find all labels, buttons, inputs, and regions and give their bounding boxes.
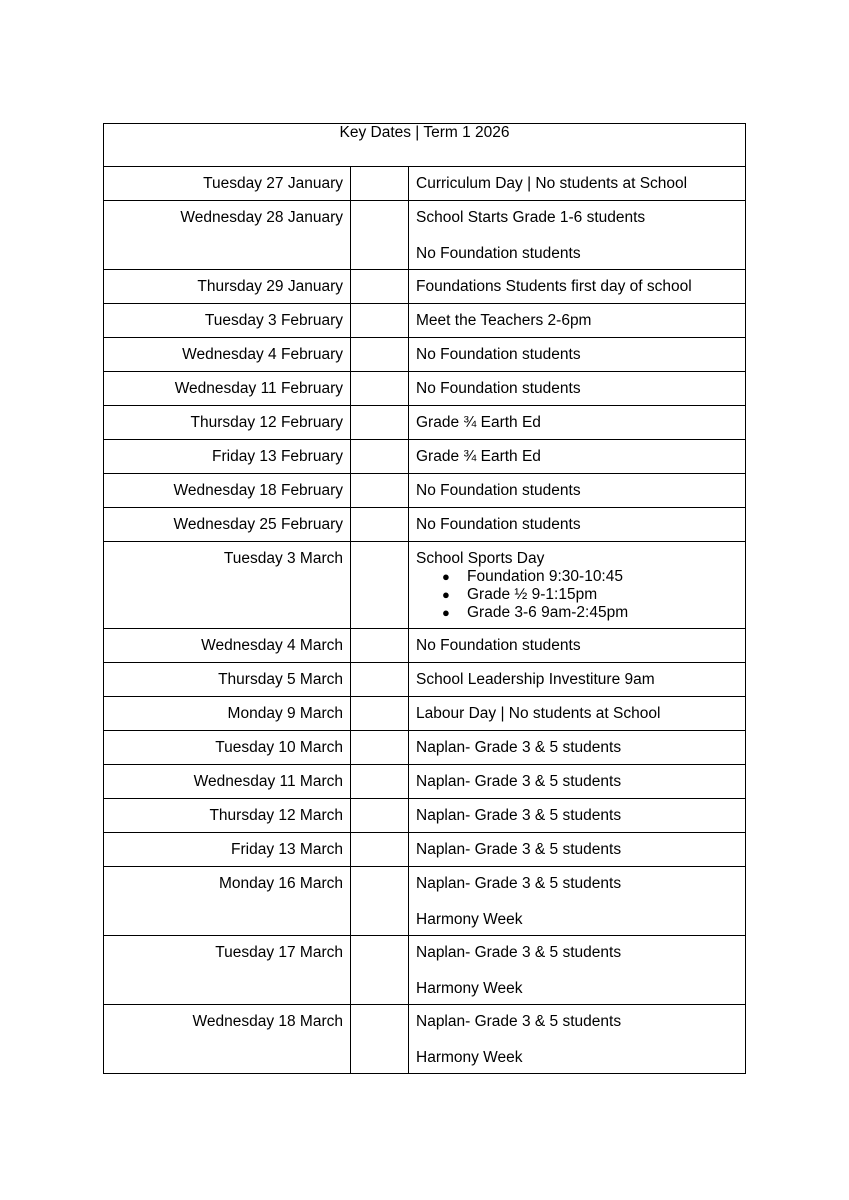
event-bullet-item: ● Foundation 9:30-10:45: [416, 568, 741, 586]
event-text: Harmony Week: [416, 911, 523, 928]
event-cell: [409, 440, 746, 474]
table-row: [104, 765, 746, 799]
empty-cell: [351, 304, 409, 338]
date-cell: Wednesday 28 January: [104, 201, 351, 270]
empty-cell: [351, 440, 409, 474]
event-cell: [409, 270, 746, 304]
table-row: [104, 440, 746, 474]
event-cell: [409, 629, 746, 663]
event-bullet-item: ● Grade 3-6 9am-2:45pm: [416, 604, 741, 622]
title-row: [104, 124, 746, 167]
table-row: [104, 270, 746, 304]
event-text: No Foundation students: [416, 346, 581, 363]
event-cell: [409, 508, 746, 542]
event-cell: [409, 867, 746, 936]
event-cell: [409, 936, 746, 1005]
empty-cell: [351, 629, 409, 663]
event-cell: [409, 765, 746, 799]
table-row: [104, 304, 746, 338]
date-cell: Tuesday 17 March: [104, 936, 351, 1005]
table-row: [104, 201, 746, 270]
event-cell: [409, 304, 746, 338]
table-row: [104, 731, 746, 765]
event-text: Harmony Week: [416, 980, 523, 997]
key-dates-table: [103, 123, 746, 1074]
event-cell: [409, 663, 746, 697]
empty-cell: [351, 508, 409, 542]
event-text: School Starts Grade 1-6 students: [416, 209, 646, 226]
table-row: [104, 167, 746, 201]
date-cell: Wednesday 25 February: [104, 508, 351, 542]
empty-cell: [351, 663, 409, 697]
event-cell: [409, 338, 746, 372]
table-row: [104, 508, 746, 542]
table-row: [104, 372, 746, 406]
event-text: Naplan- Grade 3 & 5 students: [416, 1013, 622, 1030]
event-text: School Leadership Investiture 9am: [416, 671, 655, 688]
event-text: No Foundation students: [416, 380, 581, 397]
event-cell: [409, 799, 746, 833]
table-row: [104, 406, 746, 440]
table-row: [104, 799, 746, 833]
empty-cell: [351, 731, 409, 765]
empty-cell: [351, 867, 409, 936]
date-cell: Wednesday 11 February: [104, 372, 351, 406]
date-cell: Monday 16 March: [104, 867, 351, 936]
event-bullet-item: ● Grade ½ 9-1:15pm: [416, 586, 741, 604]
event-cell: [409, 372, 746, 406]
event-text: No Foundation students: [416, 482, 581, 499]
date-cell: Wednesday 18 March: [104, 1005, 351, 1074]
empty-cell: [351, 697, 409, 731]
event-text: No Foundation students: [416, 516, 581, 533]
event-cell: [409, 167, 746, 201]
date-cell: Thursday 5 March: [104, 663, 351, 697]
date-cell: Monday 9 March: [104, 697, 351, 731]
table-row: [104, 542, 746, 629]
event-cell: [409, 542, 746, 629]
empty-cell: [351, 474, 409, 508]
event-text: Naplan- Grade 3 & 5 students: [416, 739, 622, 756]
date-cell: Wednesday 11 March: [104, 765, 351, 799]
table-row: [104, 629, 746, 663]
event-text: Harmony Week: [416, 1049, 523, 1066]
empty-cell: [351, 765, 409, 799]
event-text: Grade ¾ Earth Ed: [416, 414, 541, 431]
empty-cell: [351, 167, 409, 201]
table-row: [104, 697, 746, 731]
date-cell: Thursday 12 February: [104, 406, 351, 440]
event-text: No Foundation students: [416, 637, 581, 654]
event-cell: [409, 201, 746, 270]
date-cell: Friday 13 March: [104, 833, 351, 867]
event-text: Foundations Students first day of school: [416, 278, 692, 295]
empty-cell: [351, 1005, 409, 1074]
empty-cell: [351, 542, 409, 629]
date-cell: Thursday 29 January: [104, 270, 351, 304]
event-text: Labour Day | No students at School: [416, 705, 661, 722]
empty-cell: [351, 936, 409, 1005]
event-bullet-list: [416, 568, 741, 622]
event-text: Meet the Teachers 2-6pm: [416, 312, 592, 329]
empty-cell: [351, 201, 409, 270]
empty-cell: [351, 372, 409, 406]
empty-cell: [351, 270, 409, 304]
table-title: Key Dates | Term 1 2026: [104, 124, 746, 167]
event-text: No Foundation students: [416, 245, 581, 262]
date-cell: Wednesday 18 February: [104, 474, 351, 508]
date-cell: Wednesday 4 March: [104, 629, 351, 663]
table-row: [104, 833, 746, 867]
event-cell: [409, 833, 746, 867]
event-cell: [409, 474, 746, 508]
date-cell: Tuesday 3 February: [104, 304, 351, 338]
event-text: School Sports Day: [416, 550, 545, 567]
empty-cell: [351, 406, 409, 440]
table-row: [104, 867, 746, 936]
date-cell: Tuesday 10 March: [104, 731, 351, 765]
event-text: Naplan- Grade 3 & 5 students: [416, 875, 622, 892]
event-text: Curriculum Day | No students at School: [416, 175, 688, 192]
event-cell: [409, 731, 746, 765]
table-row: [104, 663, 746, 697]
event-text: Naplan- Grade 3 & 5 students: [416, 841, 622, 858]
date-cell: Wednesday 4 February: [104, 338, 351, 372]
date-cell: Thursday 12 March: [104, 799, 351, 833]
table-row: [104, 338, 746, 372]
table-row: [104, 936, 746, 1005]
event-cell: [409, 406, 746, 440]
event-cell: [409, 1005, 746, 1074]
date-cell: Tuesday 3 March: [104, 542, 351, 629]
empty-cell: [351, 338, 409, 372]
dates-body: [104, 167, 746, 1074]
date-cell: Tuesday 27 January: [104, 167, 351, 201]
event-text: Grade ¾ Earth Ed: [416, 448, 541, 465]
event-text: Naplan- Grade 3 & 5 students: [416, 944, 622, 961]
event-text: Naplan- Grade 3 & 5 students: [416, 773, 622, 790]
event-text: Naplan- Grade 3 & 5 students: [416, 807, 622, 824]
table-row: [104, 474, 746, 508]
date-cell: Friday 13 February: [104, 440, 351, 474]
empty-cell: [351, 833, 409, 867]
table-row: [104, 1005, 746, 1074]
empty-cell: [351, 799, 409, 833]
event-cell: [409, 697, 746, 731]
